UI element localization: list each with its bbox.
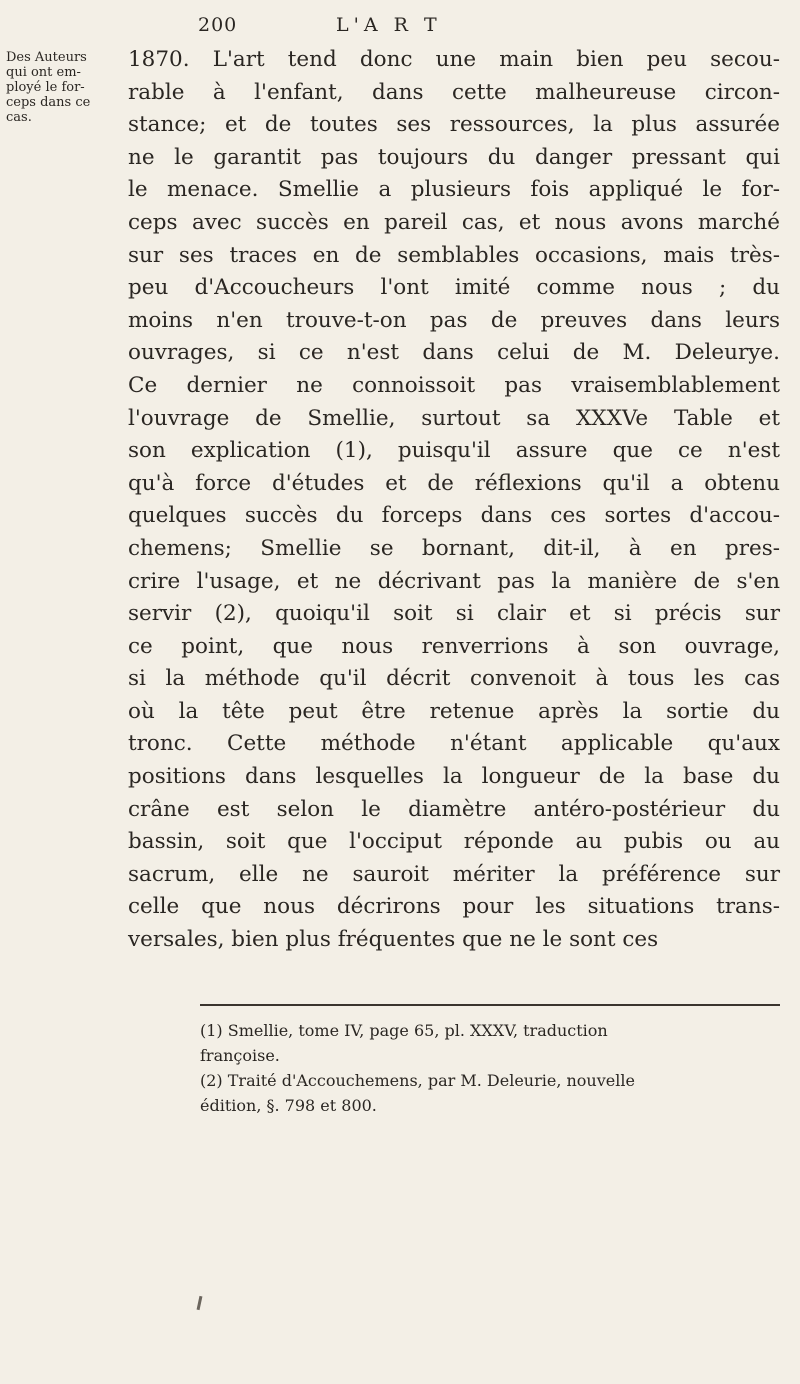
text-line: ce point, que nous renverrions à son ouvrage, xyxy=(128,633,780,659)
text-line: crâne est selon le diamètre antéro-postérieur du xyxy=(128,796,780,822)
margin-note-line: ceps dans ce xyxy=(6,95,91,110)
text-line: si la méthode qu'il décrit convenoit à tous les cas xyxy=(128,666,780,692)
footnotes xyxy=(200,1018,784,1118)
footnote-2: (2) Traité d'Accouchemens, par M. Deleurie, nouvelle xyxy=(200,1071,635,1090)
running-head xyxy=(198,14,558,42)
text-line: crire l'usage, et ne décrivant pas la manière de s'en xyxy=(128,568,780,594)
margin-note-line: Des Auteurs xyxy=(6,50,87,65)
text-line: bassin, soit que l'occiput réponde au pubis ou au xyxy=(128,829,780,855)
text-line: où la tête peut être retenue après la sortie du xyxy=(128,698,780,724)
text-line: qu'à force d'études et de réflexions qu'il a obtenu xyxy=(128,470,780,496)
text-line: l'ouvrage de Smellie, surtout sa XXXVe Table et xyxy=(128,405,780,431)
text-line: son explication (1), puisqu'il assure que ce n'est xyxy=(128,438,780,464)
footnote-rule xyxy=(200,1004,780,1006)
text-line: rable à l'enfant, dans cette malheureuse circon- xyxy=(128,79,780,105)
text-line: ne le garantit pas toujours du danger pressant qui xyxy=(128,144,780,170)
text-line: positions dans lesquelles la longueur de la base du xyxy=(128,764,780,790)
text-line: le menace. Smellie a plusieurs fois appliqué le for- xyxy=(128,177,780,203)
text-line: versales, bien plus fréquentes que ne le sont ces xyxy=(128,927,659,953)
margin-note xyxy=(6,50,98,125)
text-line: tronc. Cette méthode n'étant applicable qu'aux xyxy=(128,731,780,757)
margin-note-line: cas. xyxy=(6,110,32,125)
text-line: peu d'Accoucheurs l'ont imité comme nous ; du xyxy=(128,275,780,301)
text-line: celle que nous décrirons pour les situations trans- xyxy=(128,894,780,920)
footnote-2-continued: édition, §. 798 et 800. xyxy=(200,1096,377,1115)
ink-speck xyxy=(197,1296,203,1310)
text-line: stance; et de toutes ses ressources, la plus assurée xyxy=(128,112,780,138)
running-title: L'A R T xyxy=(336,14,442,36)
text-line: chemens; Smellie se bornant, dit-il, à en pres- xyxy=(128,535,780,561)
body-paragraph xyxy=(128,44,780,957)
text-line: servir (2), quoiqu'il soit si clair et si précis sur xyxy=(128,601,780,627)
text-line: sur ses traces en de semblables occasions, mais très- xyxy=(128,242,780,268)
text-line: moins n'en trouve-t-on pas de preuves dans leurs xyxy=(128,307,780,333)
text-line: sacrum, elle ne sauroit mériter la préférence sur xyxy=(128,861,780,887)
text-line: ouvrages, si ce n'est dans celui de M. Deleurye. xyxy=(128,340,780,366)
text-line: ceps avec succès en pareil cas, et nous avons marché xyxy=(128,209,780,235)
margin-note-line: qui ont em- xyxy=(6,65,81,80)
text-line: Ce dernier ne connoissoit pas vraisemblablement xyxy=(128,372,780,398)
text-line: 1870. L'art tend donc une main bien peu secou- xyxy=(128,47,780,72)
page-number: 200 xyxy=(198,14,238,36)
margin-note-line: ployé le for- xyxy=(6,80,85,95)
text-line: quelques succès du forceps dans ces sortes d'accou- xyxy=(128,503,780,529)
footnote-1: (1) Smellie, tome IV, page 65, pl. XXXV, traduction xyxy=(200,1021,608,1040)
footnote-1-continued: françoise. xyxy=(200,1046,280,1065)
